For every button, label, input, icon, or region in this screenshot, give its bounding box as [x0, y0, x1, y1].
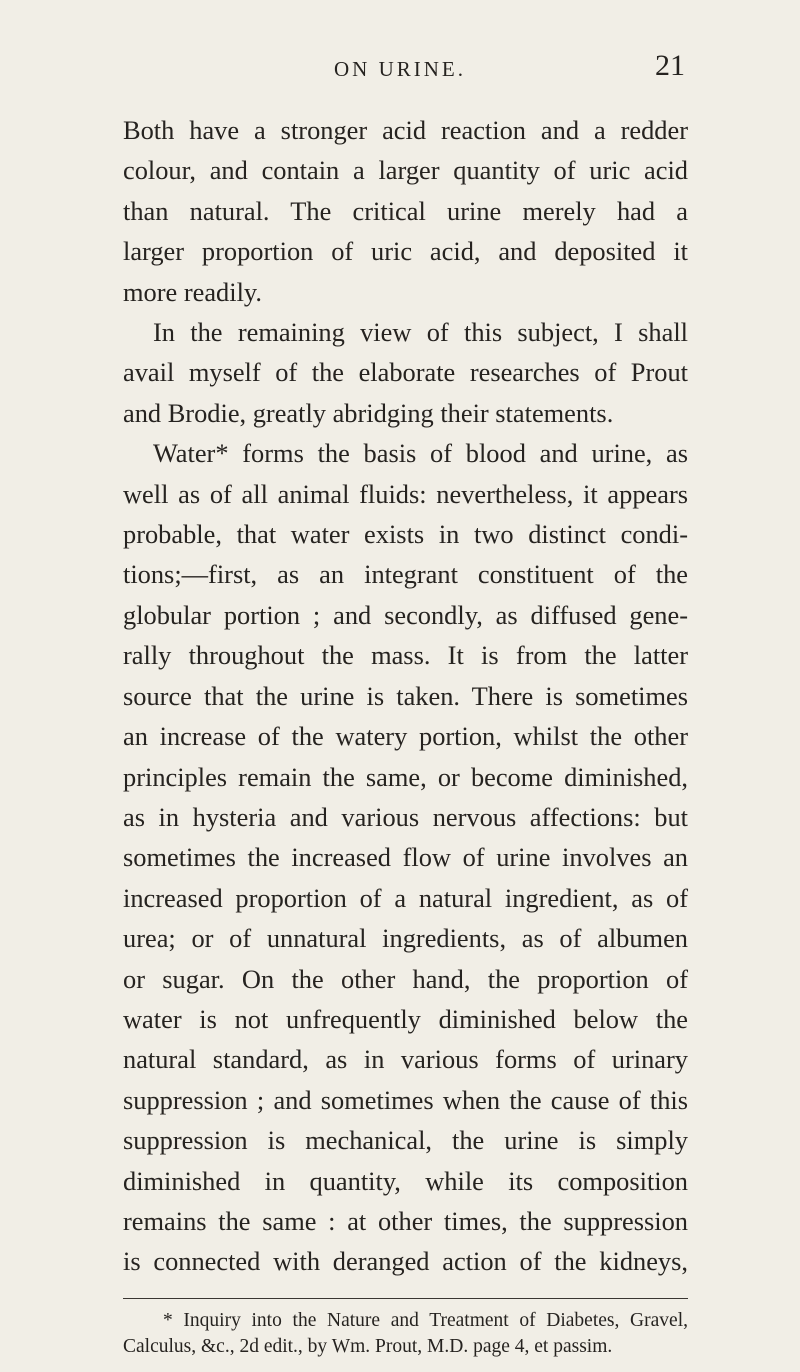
text-line: increased proportion of a natural ingredient, as of	[123, 882, 688, 913]
footnote-divider	[123, 1298, 688, 1299]
text-line: In the remaining view of this subject, I shall	[153, 317, 688, 348]
text-line: and Brodie, greatly abridging their statements.	[123, 397, 614, 428]
text-line: avail myself of the elaborate researches of Prout	[123, 357, 688, 388]
footnote-line: * Inquiry into the Nature and Treatment of Diabetes, Gravel,	[163, 1310, 688, 1331]
text-line: than natural. The critical urine merely had a	[123, 195, 688, 226]
text-line: tions;—first, as an integrant constituent of the	[123, 559, 688, 590]
text-line: more readily.	[123, 276, 262, 307]
text-line: colour, and contain a larger quantity of uric acid	[123, 155, 688, 186]
text-line: sometimes the increased flow of urine involves an	[123, 842, 688, 873]
text-line: diminished in quantity, while its composition	[123, 1165, 688, 1196]
text-line: suppression is mechanical, the urine is simply	[123, 1125, 688, 1156]
paragraph-3	[123, 433, 688, 1282]
text-line: rally throughout the mass. It is from the latter	[123, 640, 688, 671]
text-line: Both have a stronger acid reaction and a redder	[123, 115, 688, 145]
text-line: is connected with deranged action of the kidneys,	[123, 1246, 688, 1277]
text-line: larger proportion of uric acid, and deposited it	[123, 236, 688, 267]
text-line: an increase of the watery portion, whilst the other	[123, 721, 688, 752]
text-line: suppression ; and sometimes when the cause of this	[123, 1084, 688, 1115]
paragraph-2	[123, 312, 688, 433]
text-line: globular portion ; and secondly, as diffused gene-	[123, 599, 688, 630]
text-line: water is not unfrequently diminished below the	[123, 1003, 688, 1034]
text-line: natural standard, as in various forms of urinary	[123, 1044, 688, 1075]
text-line: well as of all animal fluids: nevertheless, it appears	[123, 478, 688, 509]
text-line: urea; or of unnatural ingredients, as of albumen	[123, 923, 688, 954]
page-number: 21	[655, 49, 685, 82]
running-title: ON URINE.	[334, 57, 466, 81]
text-line: or sugar. On the other hand, the proportion of	[123, 963, 688, 994]
text-line: remains the same : at other times, the suppression	[123, 1205, 688, 1236]
footnote	[123, 1308, 688, 1360]
text-line: probable, that water exists in two distinct condi-	[123, 519, 688, 550]
body-text	[123, 110, 688, 1282]
text-line: principles remain the same, or become diminished,	[123, 761, 688, 792]
text-line: as in hysteria and various nervous affections: but	[123, 801, 688, 832]
paragraph-1	[123, 110, 688, 312]
text-line: Water* forms the basis of blood and urine, as	[153, 438, 688, 469]
footnote-line: Calculus, &c., 2d edit., by Wm. Prout, M.D. page 4, et passim.	[123, 1336, 613, 1357]
text-line: source that the urine is taken. There is sometimes	[123, 680, 688, 711]
